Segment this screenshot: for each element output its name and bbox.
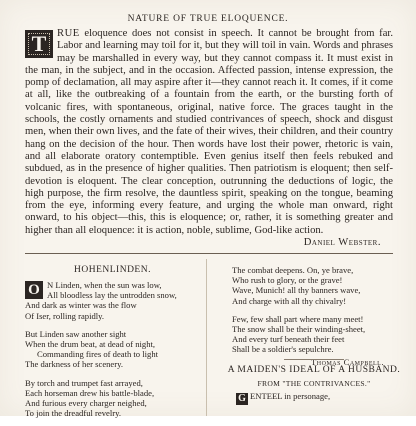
article-first-word: RUE (57, 28, 80, 39)
poem-stanza (25, 280, 203, 321)
poem-line: The snow shall be their winding-sheet, (232, 324, 366, 335)
page-title: NATURE OF TRUE ELOQUENCE. (127, 14, 289, 24)
poem-line: N Linden, when the sun was low, (47, 280, 162, 290)
poem-line: But Linden saw another sight (25, 328, 127, 339)
poem-line: And furious every charger neighed, (25, 398, 147, 409)
ornamental-drop-cap (236, 393, 248, 405)
poem-line: Of Iser, rolling rapidly. (25, 310, 105, 321)
article-text: eloquence does not consist in speech. It cannot be brought from far. Labor and learning may toil for it, but they will toil in vain. Words and phrases may be marshalled in every way, but they cannot compass it. It must exist in the man, in the subject, and in the occasion. Affected passion, intense expression, the pomp of declamation, all may aspire after it—they cannot reach it. It comes, if it come at all, like the outbreaking of a fountain from the earth, or the bursting forth of volcanic fires, with spontaneous, original, native force. The graces taught in the schools, the costly ornaments and studied contrivances of speech, shock and disgust men, when their own lives, and the fate of their wives, their children, and their country hang on the decision of the hour. Then words have lost their power, rhetoric is vain, and all elaborate oratory contemptible. Even genius itself then feels rebuked and subdued, as in the presence of higher qualities. Then patriotism is eloquent; then self-devotion is eloquent. The clear conception, outrunning the deductions of logic, the high purpose, the firm resolve, the dauntless spirit, speaking on the tongue, beaming from the eye, informing every feature, and urging the whole man onward, right onward, to his object—this, this is eloquence; or, rather, it is something greater and higher than all eloquence: it is action, noble, sublime, God-like action. (25, 28, 393, 236)
poem-line: By torch and trumpet fast arrayed, (25, 377, 143, 388)
poem-source: FROM "THE CONTRIVANCES." (257, 379, 371, 388)
poem-line: Who rush to glory, or the grave! (232, 275, 343, 286)
poem-line: Shall be a soldier's sepulchre. (232, 344, 334, 355)
drop-cap-letter: O (28, 281, 40, 298)
poem-line: Each horseman drew his battle-blade, (25, 387, 155, 398)
poem-stanza (25, 329, 203, 370)
poem-line: Few, few shall part where many meet! (232, 313, 364, 324)
poem-line: And charge with all thy chivalry! (232, 295, 347, 306)
poem-line: Commanding fires of death to light (37, 349, 159, 360)
poem-line: The darkness of her scenery. (25, 359, 123, 370)
poem-first-line: ENTEEL in personage, (250, 391, 331, 401)
ornamental-drop-cap (25, 281, 43, 299)
poem-line: To join the dreadful revelry. (25, 408, 121, 419)
poem-line: And dark as winter was the flow (25, 300, 137, 311)
article-paragraph (25, 28, 393, 249)
poem-title-hohenlinden: HOHENLINDEN. (74, 265, 151, 275)
poem-line: The combat deepens. On, ye brave, (232, 265, 354, 275)
poem-line (236, 391, 406, 405)
poem-author: Thomas Campbell. (311, 356, 384, 367)
poem-line: And every turf beneath their feet (232, 334, 345, 345)
poem-title-maidens-ideal: A MAIDEN'S IDEAL OF A HUSBAND. (227, 365, 401, 375)
poem-stanza (232, 265, 402, 306)
short-divider (284, 359, 344, 360)
drop-cap-letter: G (238, 393, 246, 404)
poem-line: All bloodless lay the untrodden snow, (47, 290, 177, 301)
poem-column-left (25, 280, 203, 426)
column-divider (206, 259, 207, 416)
drop-cap-letter: T (31, 31, 47, 56)
ornamental-drop-cap (25, 30, 53, 58)
article-author: Daniel Webster. (303, 237, 381, 249)
poem-stanza (25, 378, 203, 419)
poem-line: Wave, Munich! all thy banners wave, (232, 285, 361, 296)
section-divider (25, 253, 393, 254)
poem-line: When the drum beat, at dead of night, (25, 339, 156, 350)
eloquence-article (25, 28, 393, 249)
